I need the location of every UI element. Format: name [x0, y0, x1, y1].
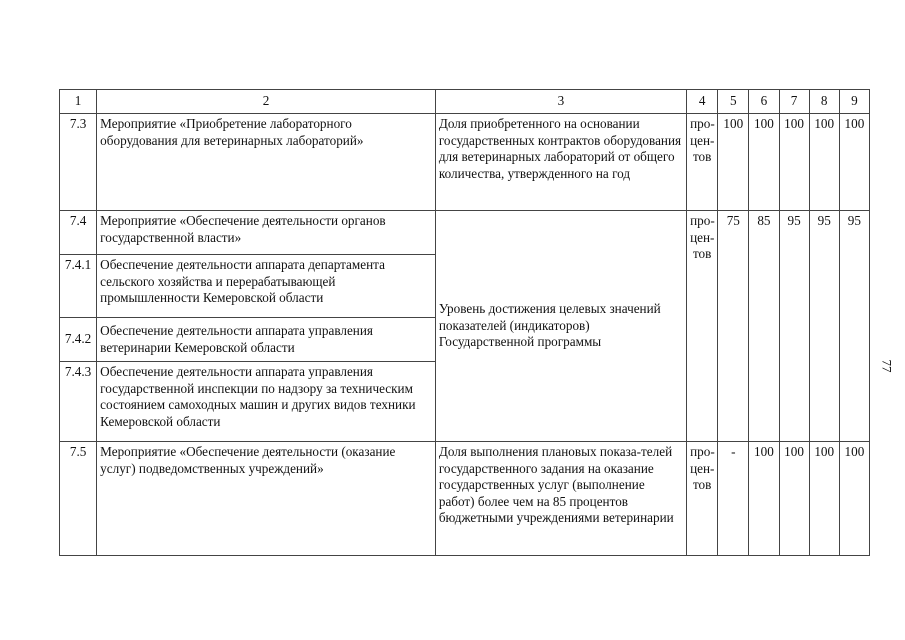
col-header-7: 7	[779, 90, 809, 114]
group-unit	[687, 211, 718, 442]
row-number: 7.4.1	[60, 255, 97, 318]
value-cell: 95	[839, 211, 869, 442]
unit-part: цен-	[690, 132, 715, 148]
value-cell: 100	[779, 114, 809, 211]
value-cell: 85	[749, 211, 779, 442]
row-name: Мероприятие «Обеспечение деятельности органов государственной власти»	[97, 211, 436, 255]
row-number: 7.3	[60, 114, 97, 211]
group-indicator: Уровень достижения целевых значений показателей (индикаторов) Государственной программы	[435, 211, 686, 442]
unit-part: цен-	[690, 229, 715, 245]
col-header-3: 3	[435, 90, 686, 114]
value-cell: 100	[809, 114, 839, 211]
row-number: 7.4.3	[60, 362, 97, 442]
unit-part: тов	[692, 477, 712, 493]
col-header-1: 1	[60, 90, 97, 114]
value-cell: 100	[749, 442, 779, 556]
table-row	[60, 211, 870, 255]
row-unit	[687, 442, 718, 556]
row-number: 7.4.2	[60, 318, 97, 362]
program-table	[59, 89, 870, 556]
unit-part: про-	[690, 116, 715, 131]
page-number: 77	[879, 359, 895, 373]
unit-part: про-	[690, 213, 715, 228]
unit-part: тов	[692, 149, 712, 165]
value-cell: 100	[779, 442, 809, 556]
unit-part: тов	[692, 246, 712, 262]
table-row	[60, 442, 870, 556]
table-header-row	[60, 90, 870, 114]
col-header-2: 2	[97, 90, 436, 114]
col-header-5: 5	[718, 90, 749, 114]
value-cell: -	[718, 442, 749, 556]
value-cell: 75	[718, 211, 749, 442]
col-header-8: 8	[809, 90, 839, 114]
row-indicator: Доля выполнения плановых показа-телей государственного задания на оказание государственных услуг (выполнение работ) более чем на 85 процентов бюджетными учреждениями ветеринарии	[435, 442, 686, 556]
value-cell: 95	[779, 211, 809, 442]
col-header-4: 4	[687, 90, 718, 114]
table-row	[60, 114, 870, 211]
value-cell: 95	[809, 211, 839, 442]
unit-part: цен-	[690, 460, 715, 476]
row-unit	[687, 114, 718, 211]
value-cell: 100	[749, 114, 779, 211]
col-header-6: 6	[749, 90, 779, 114]
col-header-9: 9	[839, 90, 869, 114]
value-cell: 100	[839, 114, 869, 211]
row-name: Обеспечение деятельности аппарата управления ветеринарии Кемеровской области	[97, 318, 436, 362]
row-number: 7.4	[60, 211, 97, 255]
value-cell: 100	[839, 442, 869, 556]
row-name: Мероприятие «Приобретение лабораторного оборудования для ветеринарных лабораторий»	[97, 114, 436, 211]
row-indicator: Доля приобретенного на основании государственных контрактов оборудования для ветеринарных лабораторий от общего количества, утвержденного на год	[435, 114, 686, 211]
row-number: 7.5	[60, 442, 97, 556]
value-cell: 100	[718, 114, 749, 211]
row-name: Обеспечение деятельности аппарата департамента сельского хозяйства и перерабатывающей промышленности Кемеровской области	[97, 255, 436, 318]
value-cell: 100	[809, 442, 839, 556]
row-name: Обеспечение деятельности аппарата управления государственной инспекции по надзору за техническим состоянием самоходных машин и других видов техники Кемеровской области	[97, 362, 436, 442]
row-name: Мероприятие «Обеспечение деятельности (оказание услуг) подведомственных учреждений»	[97, 442, 436, 556]
unit-part: про-	[690, 444, 715, 459]
